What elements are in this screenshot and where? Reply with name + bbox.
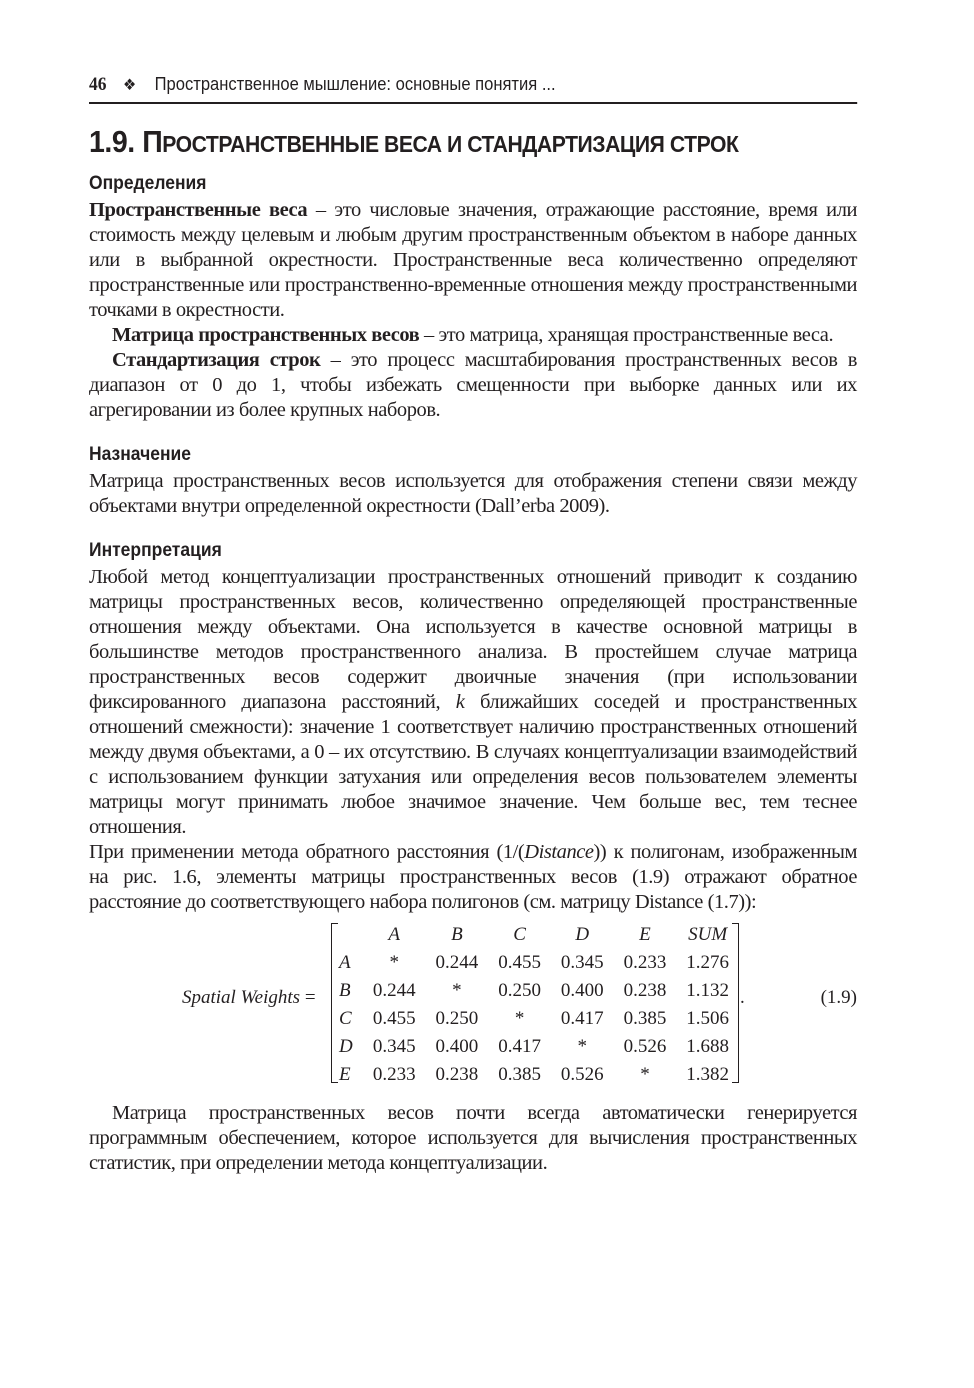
matrix-cell: 0.345 — [372, 1036, 416, 1057]
equation-lhs: Spatial Weights = — [182, 987, 316, 1008]
matrix-cell: * — [389, 952, 399, 973]
matrix-row-label: D — [339, 1036, 353, 1057]
matrix-cell: * — [452, 980, 462, 1001]
interpretation-paragraph-1: Любой метод концептуализации пространственных отношений приводит к созданию матрицы пространственных весов, количественно определяющей пространственные отношения между объектами. Она используется в качестве основной матрицы в большинстве методов пространственного анализа. В простейшем случае матрица пространственных весов содержит двоичные значения (при использовании фиксированного диапазона расстояний, k ближайших соседей и пространственных отношений смежности): значение 1 соответствует наличию пространственных отношений между двумя объектами, а 0 – их отсутствию. В случаях концептуализации взаимодействий с использованием функции затухания или определения весов пользователем элементы матрицы могут принимать любое значимое значение. Чем больше вес, тем теснее отношения. — [89, 566, 857, 838]
matrix-row-label: A — [339, 952, 351, 973]
interpretation-heading: Интерпретация — [89, 540, 222, 561]
term: Пространственные веса — [89, 199, 308, 221]
matrix-cell: 0.244 — [372, 980, 416, 1001]
matrix-cell: 0.250 — [435, 1008, 479, 1029]
definition-row-standardization: Стандартизация строк – это процесс масштабирования пространственных весов в диапазон от 0 до 1, чтобы избежать смещенности при выборке данных или их агрегировании из более крупных наборов. — [89, 349, 857, 421]
interpretation-paragraph-2: При применении метода обратного расстояния (1/(Distance)) к полигонам, изображенным на рис. 1.6, элементы матрицы пространственных весов (1.9) отражают обратное расстояние до соответствующего набора полигонов (см. матрицу Distance (1.7)): — [89, 841, 858, 913]
section-number: 1.9. — [89, 124, 135, 159]
section-title-initial: П — [142, 124, 163, 159]
section-title-rest: РОСТРАНСТВЕННЫЕ ВЕСА И СТАНДАРТИЗАЦИЯ СТРОК — [162, 131, 739, 157]
matrix-cell: 0.455 — [372, 1008, 416, 1029]
equation-spatial-weights — [89, 921, 857, 1093]
purpose-text: Матрица пространственных весов используется для отображения степени связи между объектами внутри определенной окрестности (Dall’erba 2009). — [89, 470, 857, 517]
matrix-cell: 0.250 — [498, 980, 541, 1001]
matrix-cell: 0.345 — [560, 952, 604, 973]
closing-paragraph: Матрица пространственных весов почти всегда автоматически генерируется программным обеспечением, которое используется для вычисления пространственных статистик, при определении метода концептуализации. — [89, 1102, 857, 1174]
equation-number: (1.9) — [820, 987, 857, 1008]
ornament-icon: ❖ — [123, 77, 137, 94]
matrix-cell: 0.385 — [623, 1008, 667, 1029]
matrix-cell: 0.400 — [435, 1036, 479, 1057]
term: Матрица пространственных весов — [112, 324, 420, 346]
matrix-row — [339, 977, 739, 1005]
definitions-heading: Определения — [89, 173, 207, 194]
matrix-cell: * — [640, 1064, 650, 1085]
matrix-row-label: B — [339, 980, 351, 1001]
matrix-cell: 0.238 — [623, 980, 667, 1001]
matrix-cell: 0.238 — [435, 1064, 479, 1085]
matrix-column-header: A — [388, 924, 400, 945]
matrix-column-header: D — [575, 924, 590, 945]
matrix-cell: 0.417 — [560, 1008, 604, 1029]
matrix-row-label: C — [339, 1008, 352, 1029]
matrix-cell: 0.455 — [498, 952, 541, 973]
chapter-title: Пространственное мышление: основные понятия ... — [154, 74, 556, 94]
section-title — [89, 124, 796, 160]
definition-spatial-weights: Пространственные веса – это числовые значения, отражающие расстояние, время или стоимость между целевым и любым другим пространственным объектом в наборе данных или в выбранной окрестности. Пространственные веса количественно определяют пространственные или пространственно-временные отношения между пространственными точками в окрестности. — [89, 199, 857, 321]
matrix-cell: 1.132 — [686, 980, 730, 1001]
running-head — [89, 74, 857, 104]
matrix-cell: 0.400 — [560, 980, 604, 1001]
matrix-cell: 0.417 — [498, 1036, 541, 1057]
right-bracket — [732, 923, 739, 1083]
matrix-cell: 1.276 — [686, 952, 730, 973]
matrix-row — [339, 1005, 739, 1033]
weights-matrix — [331, 921, 739, 1083]
matrix-column-header: E — [639, 924, 651, 945]
matrix-column-header: SUM — [688, 924, 728, 945]
matrix-cell: 1.506 — [686, 1008, 730, 1029]
book-page — [89, 74, 857, 1176]
definition-weights-matrix: Матрица пространственных весов – это матрица, хранящая пространственные веса. — [112, 324, 834, 346]
matrix-cell: 0.526 — [560, 1064, 604, 1085]
matrix-row — [339, 1061, 739, 1089]
matrix-cell: 0.244 — [435, 952, 479, 973]
matrix-cell: 0.526 — [623, 1036, 667, 1057]
matrix-cell: 0.385 — [498, 1064, 541, 1085]
matrix-table — [339, 921, 739, 1089]
matrix-cell: * — [577, 1036, 587, 1057]
page-number: 46 — [89, 74, 107, 95]
matrix-cell: * — [514, 1008, 525, 1029]
matrix-row — [339, 1033, 739, 1061]
matrix-row — [339, 949, 739, 977]
matrix-column-header: C — [513, 924, 526, 945]
left-bracket — [331, 923, 338, 1083]
equation-period: . — [740, 987, 745, 1008]
matrix-cell: 0.233 — [623, 952, 667, 973]
term: Стандартизация строк — [112, 349, 321, 371]
matrix-row-label: E — [339, 1064, 351, 1085]
matrix-header-row — [339, 921, 739, 949]
matrix-column-header: B — [451, 924, 463, 945]
purpose-heading: Назначение — [89, 444, 191, 465]
matrix-cell: 0.233 — [372, 1064, 416, 1085]
matrix-cell: 1.382 — [686, 1064, 730, 1085]
matrix-cell: 1.688 — [686, 1036, 730, 1057]
